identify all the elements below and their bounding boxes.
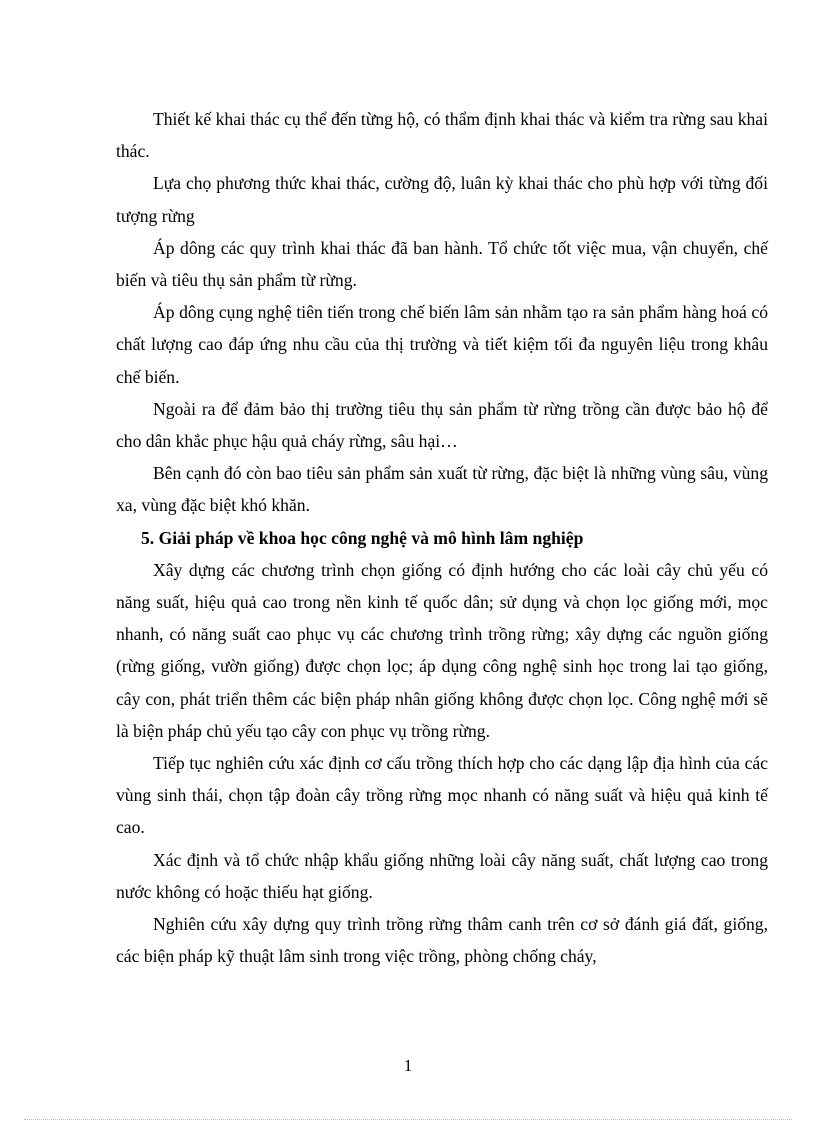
page-content xyxy=(116,103,768,972)
paragraph-6: Bên cạnh đó còn bao tiêu sản phẩm sản xuất từ rừng, đặc biệt là những vùng sâu, vùng xa, vùng đặc biệt khó khăn. xyxy=(116,463,768,516)
paragraph-10: Nghiên cứu xây dựng quy trình trồng rừng thâm canh trên cơ sở đánh giá đất, giống, các biện pháp kỹ thuật lâm sinh trong việc trồng, phòng chống cháy, xyxy=(116,914,768,967)
paragraph-3: Áp dông các quy trình khai thác đã ban hành. Tổ chức tốt việc mua, vận chuyển, chế biến và tiêu thụ sản phẩm từ rừng. xyxy=(116,237,768,291)
paragraph-8: Tiếp tục nghiên cứu xác định cơ cấu trồng thích hợp cho các dạng lập địa hình của các vùng sinh thái, chọn tập đoàn cây trồng rừng mọc nhanh có năng suất và hiệu quả kinh tế cao. xyxy=(116,753,768,838)
paragraph-7: Xây dựng các chương trình chọn giống có định hướng cho các loài cây chủ yếu có năng suất, hiệu quả cao trong nền kinh tế quốc dân; sử dụng và chọn lọc giống mới, mọc nhanh, có năng suất cao phục vụ các chương trình trồng rừng; xây dựng các nguồn giống (rừng giống, vườn giống) được chọn lọc; áp dụng công nghệ sinh học trong lai tạo giống, cây con, phát triển thêm các biện pháp nhân giống không được chọn lọc. Công nghệ mới sẽ là biện pháp chủ yếu tạo cây con phục vụ trồng rừng. xyxy=(116,559,768,741)
section-heading: 5. Giải pháp về khoa học công nghệ và mô hình lâm nghiệp xyxy=(141,527,584,548)
paragraph-5: Ngoài ra để đảm bảo thị trường tiêu thụ sản phẩm từ rừng trồng cần được bảo hộ để cho dân khắc phục hậu quả cháy rừng, sâu hại… xyxy=(116,398,768,452)
paragraph-1: Thiết kế khai thác cụ thể đến từng hộ, có thẩm định khai thác và kiểm tra rừng sau khai thác. xyxy=(116,109,768,162)
page-number: 1 xyxy=(403,1056,413,1075)
paragraph-9: Xác định và tổ chức nhập khẩu giống những loài cây năng suất, chất lượng cao trong nước không có hoặc thiếu hạt giống. xyxy=(116,849,768,902)
page-break-divider xyxy=(24,1119,792,1120)
paragraph-2: Lựa chọ phương thức khai thác, cường độ, luân kỳ khai thác cho phù hợp với từng đối tượng rừng xyxy=(116,173,768,226)
paragraph-4: Áp dông cụng nghệ tiên tiến trong chế biến lâm sản nhằm tạo ra sản phẩm hàng hoá có chất lượng cao đáp ứng nhu cầu của thị trường và tiết kiệm tối đa nguyên liệu trong khâu chế biến. xyxy=(116,302,768,387)
